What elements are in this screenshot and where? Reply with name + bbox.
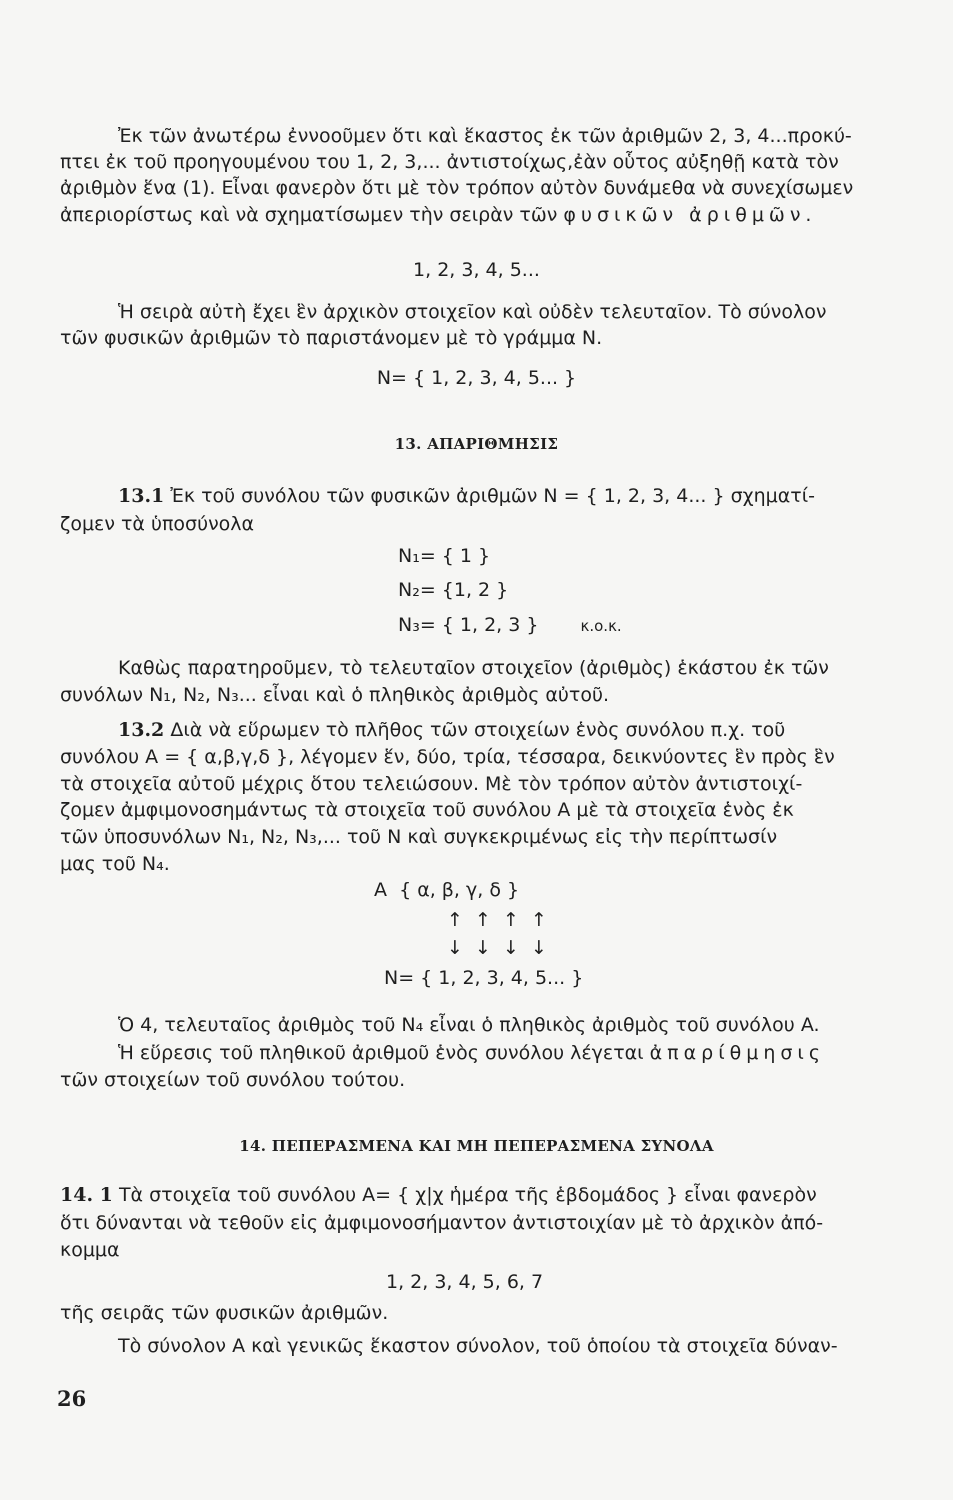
text-fragment: Διὰ νὰ εὕρωμεν τὸ πλῆθος τῶν στοιχείων ἑνὸς συνόλου π.χ. τοῦ — [170, 719, 786, 741]
text-line — [60, 203, 816, 227]
text-line — [60, 1183, 817, 1207]
paragraph-number: 14. 1 — [60, 1184, 113, 1206]
sequence-line: 1, 2, 3, 4, 5, 6, 7 — [386, 1271, 544, 1293]
text-line: τῶν ὑποσυνόλων N₁, N₂, N₃,... τοῦ N καὶ συγκεκριμένως εἰς τὴν περίπτωσίν — [60, 826, 778, 848]
text-line — [118, 1041, 825, 1065]
text-line — [118, 484, 815, 508]
spaced-term: ἀπαρίθμησις — [649, 1042, 825, 1064]
text-line — [118, 718, 785, 742]
text-line: ὅτι δύνανται νὰ τεθοῦν εἰς ἀμφιμονοσήμαντον ἀντιστοιχίαν μὲ τὸ ἀρχικὸν ἀπό- — [60, 1212, 824, 1234]
text-line: κομμα — [60, 1239, 120, 1261]
text-fragment: κ.ο.κ. — [580, 617, 622, 635]
mapping-set-a: A { α, β, γ, δ } — [374, 879, 520, 901]
text-line: Ἡ σειρὰ αὐτὴ ἔχει ἓν ἀρχικὸν στοιχεῖον καὶ οὐδὲν τελευταῖον. Τὸ σύνολον — [118, 301, 827, 323]
section-heading: 13. ΑΠΑΡΙΘΜΗΣΙΣ — [394, 435, 559, 453]
subset-line — [398, 613, 622, 638]
text-line: συνόλων N₁, N₂, N₃... εἶναι καὶ ὁ πληθικὸς ἀριθμὸς αὐτοῦ. — [60, 684, 609, 706]
mapping-arrows-down: ↓ ↓ ↓ ↓ — [447, 937, 547, 959]
mapping-set-n: N= { 1, 2, 3, 4, 5... } — [384, 967, 584, 989]
text-fragment: Ἐκ τοῦ συνόλου τῶν φυσικῶν ἀριθμῶν N = { 1, 2, 3, 4... } σχηματί- — [170, 485, 816, 507]
text-line: τῆς σειρᾶς τῶν φυσικῶν ἀριθμῶν. — [60, 1302, 389, 1324]
text-line: μας τοῦ N₄. — [60, 853, 170, 875]
text-line: πτει ἐκ τοῦ προηγουμένου του 1, 2, 3,... ἀντιστοίχως,ἐὰν οὗτος αὐξηθῇ κατὰ τὸν — [60, 151, 839, 173]
mapping-arrows-up: ↑ ↑ ↑ ↑ — [447, 909, 547, 931]
paragraph-number: 13.2 — [118, 719, 165, 741]
text-line: Ὁ 4, τελευταῖος ἀριθμὸς τοῦ N₄ εἶναι ὁ πληθικὸς ἀριθμὸς τοῦ συνόλου A. — [118, 1014, 820, 1036]
text-line: ἀριθμὸν ἕνα (1). Εἶναι φανερὸν ὅτι μὲ τὸν τρόπον αὐτὸν δυνάμεθα νὰ συνεχίσωμεν — [60, 177, 854, 199]
page-number: 26 — [57, 1386, 87, 1411]
text-line: τὰ στοιχεῖα αὐτοῦ μέχρις ὅτου τελειώσουν. Μὲ τὸν τρόπον αὐτὸν ἀντιστοιχί- — [60, 773, 803, 795]
text-line: Ἐκ τῶν ἀνωτέρω ἐννοοῦμεν ὅτι καὶ ἕκαστος ἐκ τῶν ἀριθμῶν 2, 3, 4...προκύ- — [118, 125, 852, 147]
text-line: τῶν στοιχείων τοῦ συνόλου τούτου. — [60, 1069, 406, 1091]
text-line: ζομεν τὰ ὑποσύνολα — [60, 513, 255, 535]
sequence-line: 1, 2, 3, 4, 5... — [413, 259, 540, 281]
spaced-term: φυσικῶν ἀριθμῶν. — [563, 204, 817, 226]
text-line: Καθὼς παρατηροῦμεν, τὸ τελευταῖον στοιχεῖον (ἀριθμὸς) ἑκάστου ἐκ τῶν — [118, 657, 829, 679]
text-line: ζομεν ἀμφιμονοσημάντως τὰ στοιχεῖα τοῦ συνόλου A μὲ τὰ στοιχεῖα ἑνὸς ἐκ — [60, 799, 794, 821]
text-fragment: N₃= { 1, 2, 3 } — [398, 614, 539, 636]
text-fragment: Τὰ στοιχεῖα τοῦ συνόλου A= { χ|χ ἡμέρα τῆς ἑβδομάδος } εἶναι φανερὸν — [118, 1184, 817, 1206]
text-line: τῶν φυσικῶν ἀριθμῶν τὸ παριστάνομεν μὲ τὸ γράμμα Ν. — [60, 327, 603, 349]
text-line: συνόλου A = { α,β,γ,δ }, λέγομεν ἕν, δύο, τρία, τέσσαρα, δεικνύοντες ἓν πρὸς ἓν — [60, 746, 835, 768]
paragraph-number: 13.1 — [118, 485, 165, 507]
set-definition: N= { 1, 2, 3, 4, 5... } — [376, 367, 577, 389]
section-heading: 14. ΠΕΠΕΡΑΣΜΕΝΑ ΚΑΙ ΜΗ ΠΕΠΕΡΑΣΜΕΝΑ ΣΥΝΟΛΑ — [239, 1137, 714, 1155]
text-line: Τὸ σύνολον A καὶ γενικῶς ἕκαστον σύνολον, τοῦ ὁποίου τὰ στοιχεῖα δύναν- — [118, 1335, 838, 1357]
text-fragment: ἀπεριορίστως καὶ νὰ σχηματίσωμεν τὴν σειρὰν τῶν — [60, 204, 558, 226]
subset-line: N₂= {1, 2 } — [398, 579, 509, 601]
text-fragment: Ἡ εὕρεσις τοῦ πληθικοῦ ἀριθμοῦ ἑνὸς συνόλου λέγεται — [118, 1042, 644, 1064]
subset-line: N₁= { 1 } — [398, 545, 491, 567]
